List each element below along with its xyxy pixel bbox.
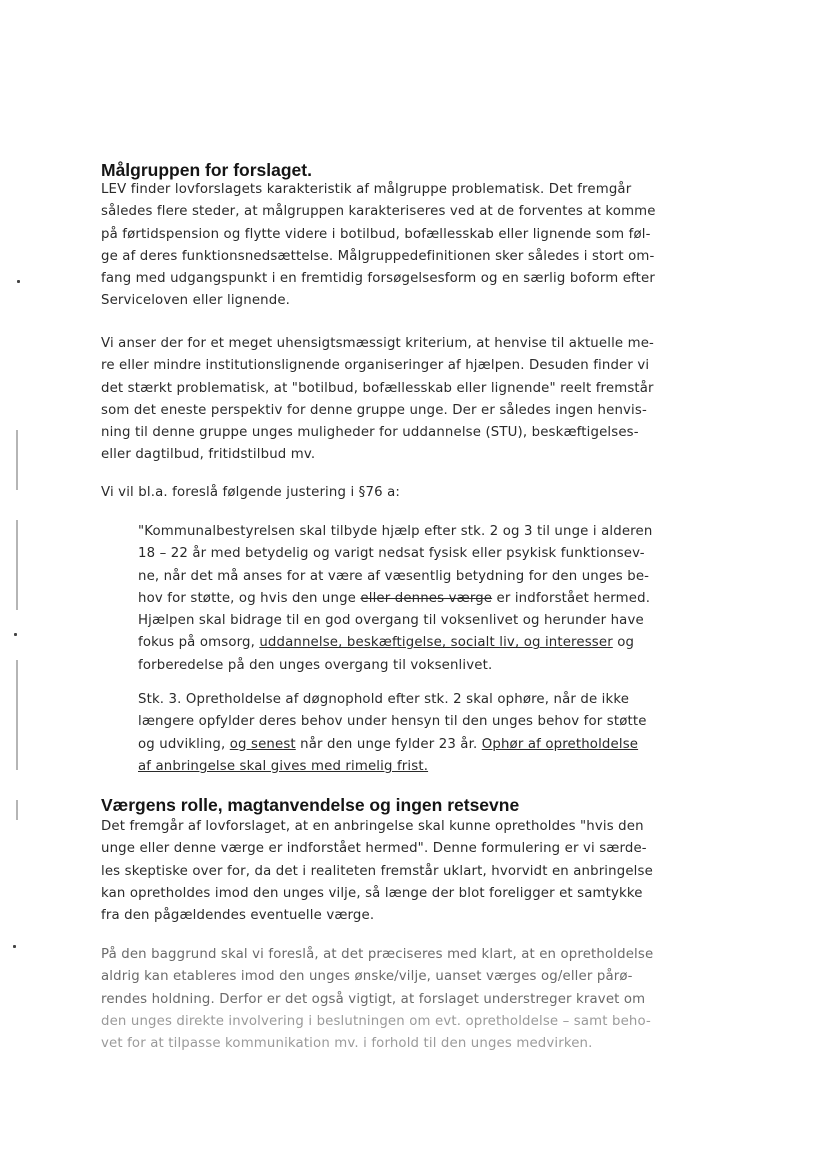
text-line: [138, 734, 668, 756]
text-span: er indforstået hermed.: [492, 590, 651, 606]
text-line: ne, når det må anses for at være af væsentlig betydning for den unges be-: [138, 568, 650, 584]
text-line: Serviceloven eller lignende.: [101, 293, 291, 309]
text-span: hov for støtte, og hvis den unge: [138, 590, 361, 606]
scan-dot: [13, 945, 16, 948]
text-line: [138, 632, 668, 654]
scan-mark: [16, 520, 18, 610]
section-heading: Målgruppen for forslaget.: [101, 160, 312, 180]
text-line: aldrig kan etableres imod den unges ønske/vilje, uanset værges og/eller pårø-: [101, 969, 633, 985]
quote-block: [138, 521, 668, 677]
text-line: den unges direkte involvering i beslutningen om evt. opretholdelse – samt beho-: [101, 1013, 651, 1029]
text-span: og: [612, 635, 635, 651]
scan-mark: [16, 660, 18, 770]
text-line: fra den pågældendes eventuelle værge.: [101, 908, 375, 924]
text-line: [138, 756, 668, 778]
scan-dot: [17, 280, 20, 283]
text-line: Hjælpen skal bidrage til en god overgang til voksenlivet og herunder have: [138, 613, 644, 629]
struck-text: eller dennes værge: [360, 590, 493, 606]
paragraph: [101, 179, 661, 313]
text-line: det stærkt problematisk, at "botilbud, bofællesskab eller lignende" reelt fremstår: [101, 380, 654, 396]
text-line: som det eneste perspektiv for denne gruppe unge. Der er således ingen henvis-: [101, 402, 647, 418]
text-line: re eller mindre institutionslignende organiseringer af hjælpen. Desuden finder vi: [101, 358, 650, 374]
paragraph: [101, 944, 661, 1055]
text-line: unge eller denne værge er indforstået hermed". Denne formulering er vi særde-: [101, 841, 647, 857]
text-line: ning til denne gruppe unges muligheder for uddannelse (STU), beskæftigelses-: [101, 425, 639, 441]
quote-block: [138, 689, 668, 778]
scan-dot: [14, 633, 17, 636]
text-line: eller dagtilbud, fritidstilbud mv.: [101, 447, 316, 463]
text-line: Det fremgår af lovforslaget, at en anbringelse skal kunne opretholdes "hvis den: [101, 819, 644, 834]
text-line: "Kommunalbestyrelsen skal tilbyde hjælp efter stk. 2 og 3 til unge i alderen: [138, 524, 653, 539]
text-line: vet for at tilpasse kommunikation mv. i forhold til den unges medvirken.: [101, 1036, 593, 1052]
text-line: rendes holdning. Derfor er det også vigtigt, at forslaget understreger kravet om: [101, 991, 646, 1007]
paragraph: [101, 816, 661, 927]
underlined-text: Ophør af opretholdelse: [481, 736, 639, 752]
underlined-text: af anbringelse skal gives med rimelig frist.: [138, 758, 429, 774]
section-heading: Værgens rolle, magtanvendelse og ingen retsevne: [101, 795, 520, 815]
text-span: fokus på omsorg,: [138, 635, 260, 651]
text-line: forberedelse på den unges overgang til voksenlivet.: [138, 657, 493, 673]
text-line: på førtidspension og flytte videre i botilbud, bofællesskab eller lignende som føl-: [101, 226, 651, 242]
text-line: les skeptiske over for, da det i realiteten fremstår uklart, hvorvidt en anbringelse: [101, 863, 653, 879]
text-span: når den unge fylder 23 år.: [295, 736, 482, 752]
scan-mark: [16, 430, 18, 490]
text-line: LEV finder lovforslagets karakteristik af målgruppe problematisk. Det fremgår: [101, 182, 632, 197]
paragraph: [101, 333, 661, 467]
text-line: længere opfylder deres behov under hensyn til den unges behov for støtte: [138, 714, 647, 730]
text-line: fang med udgangspunkt i en fremtidig forsøgelsesform og en særlig boform efter: [101, 271, 655, 287]
text-line: Stk. 3. Opretholdelse af døgnophold efter stk. 2 skal ophøre, når de ikke: [138, 692, 630, 707]
text-line: Vi vil bl.a. foreslå følgende justering i §76 a:: [101, 485, 400, 500]
text-line: 18 – 22 år med betydelig og varigt nedsat fysisk eller psykisk funktionsev-: [138, 546, 645, 562]
text-line: [138, 588, 668, 610]
paragraph: [101, 482, 661, 504]
underlined-text: og senest: [229, 736, 296, 752]
text-span: og udvikling,: [138, 736, 230, 752]
text-line: ge af deres funktionsnedsættelse. Målgruppedefinitionen sker således i stort om-: [101, 248, 655, 264]
underlined-text: uddannelse, beskæftigelse, socialt liv, og interesser: [259, 635, 613, 651]
scan-mark: [16, 800, 18, 820]
text-line: kan opretholdes imod den unges vilje, så længe der blot foreligger et samtykke: [101, 885, 643, 901]
text-line: På den baggrund skal vi foreslå, at det præciseres med klart, at en opretholdelse: [101, 947, 654, 962]
text-line: Vi anser der for et meget uhensigtsmæssigt kriterium, at henvise til aktuelle me-: [101, 336, 654, 351]
text-line: således flere steder, at målgruppen karakteriseres ved at de forventes at komme: [101, 204, 656, 220]
